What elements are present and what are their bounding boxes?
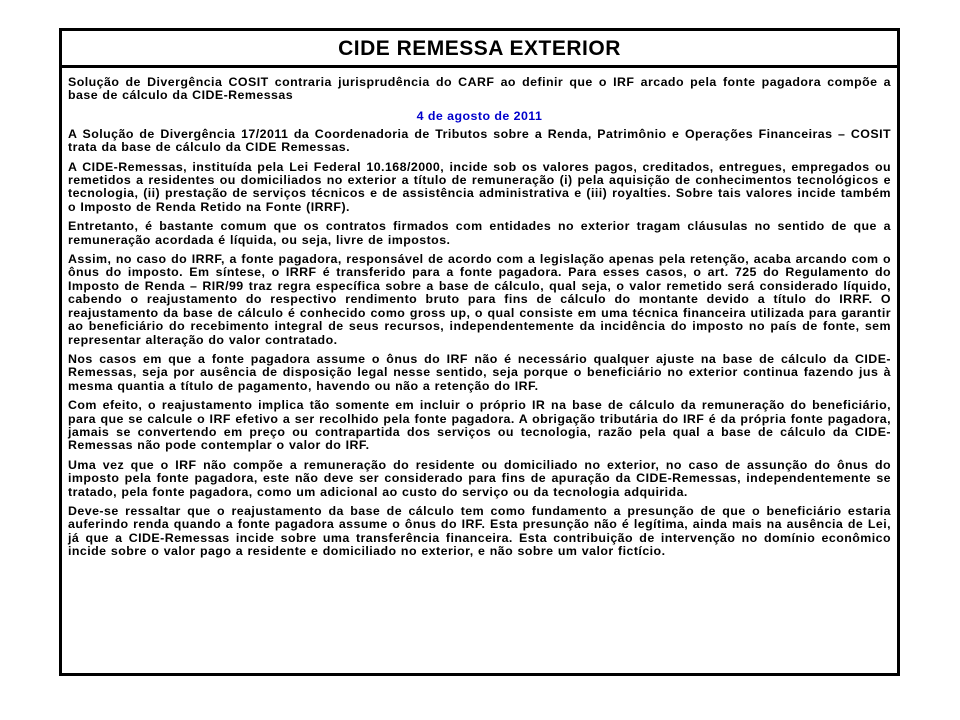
paragraph-5: Nos casos em que a fonte pagadora assume o ônus do IRF não é necessário qualquer ajuste na base de cálculo da CIDE-Remessas, seja por ausência de disposição legal nesse sentido, seja porque o beneficiário no exterior continua fazendo jus à mesma quantia a título de pagamento, havendo ou não a retenção do IRF. <box>68 351 891 393</box>
paragraph-6: Com efeito, o reajustamento implica tão somente em incluir o próprio IR na base de cálculo da remuneração do beneficiário, para que se calcule o IRF efetivo a ser recolhido pela fonte pagadora. A obrigação tributária do IRF é da própria fonte pagadora, jamais se convertendo em preço ou contrapartida dos serviços ou tecnologia, razão pela qual a base de cálculo da CIDE-Remessas não pode contemplar o valor do IRF. <box>68 398 891 453</box>
paragraph-2: A CIDE-Remessas, instituída pela Lei Federal 10.168/2000, incide sob os valores pagos, creditados, entregues, empregados ou remetidos a residentes ou domiciliados no exterior a título de remuneração (i) pela aquisição de conhecimentos tecnológicos e tecnologia, (ii) prestação de serviços técnicos e de assistência administrativa e (iii) royalties. Sobre tais valores incide também o Imposto de Renda Retido na Fonte (IRRF). <box>68 159 891 214</box>
publication-date: 4 de agosto de 2011 <box>416 108 543 123</box>
paragraph-1: A Solução de Divergência 17/2011 da Coordenadoria de Tributos sobre a Renda, Patrimônio e Operações Financeiras – COSIT trata da base de cálculo da CIDE Remessas. <box>68 126 891 155</box>
document-frame <box>59 28 900 676</box>
headline: Solução de Divergência COSIT contraria jurisprudência do CARF ao definir que o IRF arcado pela fonte pagadora compõe a base de cálculo da CIDE-Remessas <box>68 75 891 103</box>
paragraph-3: Entretanto, é bastante comum que os contratos firmados com entidades no exterior tragam cláusulas no sentido de que a remuneração acordada é líquida, ou seja, livre de impostos. <box>68 219 891 247</box>
document-body <box>62 68 897 559</box>
title-bar <box>62 31 897 68</box>
paragraph-4: Assim, no caso do IRRF, a fonte pagadora, responsável de acordo com a legislação apenas pela retenção, acaba arcando com o ônus do imposto. Em síntese, o IRRF é transferido para a fonte pagadora. Para esses casos, o art. 725 do Regulamento do Imposto de Renda – RIR/99 traz regra específica sobre a base de cálculo, qual seja, o valor remetido será considerado líquido, cabendo o reajustamento do respectivo rendimento bruto para fins de cálculo do montante devido a título do IRRF. O reajustamento da base de cálculo é conhecido como gross up, o qual consiste em uma técnica financeira utilizada para garantir ao beneficiário do recebimento integral de seus recursos, independentemente da incidência do imposto no país de fonte, sem representar alteração do valor contratado. <box>68 252 891 347</box>
document-title: CIDE REMESSA EXTERIOR <box>338 36 621 60</box>
paragraph-8: Deve-se ressaltar que o reajustamento da base de cálculo tem como fundamento a presunção de que o beneficiário estaria auferindo renda quando a fonte pagadora assume o ônus do IRF. Esta presunção não é legítima, ainda mais na ausência de Lei, já que a CIDE-Remessas incide sobre uma transferência financeira. Esta contribuição de intervenção no domínio econômico incide sobre o valor pago a residente e domiciliado no exterior, e não sobre um valor fictício. <box>68 503 891 559</box>
paragraph-7: Uma vez que o IRF não compõe a remuneração do residente ou domiciliado no exterior, no caso de assunção do ônus do imposto pela fonte pagadora, este não deve ser considerado para fins de apuração da CIDE-Remessas, independentemente se tratado, pela fonte pagadora, como um adicional ao custo do serviço ou da tecnologia adquirida. <box>68 457 891 499</box>
